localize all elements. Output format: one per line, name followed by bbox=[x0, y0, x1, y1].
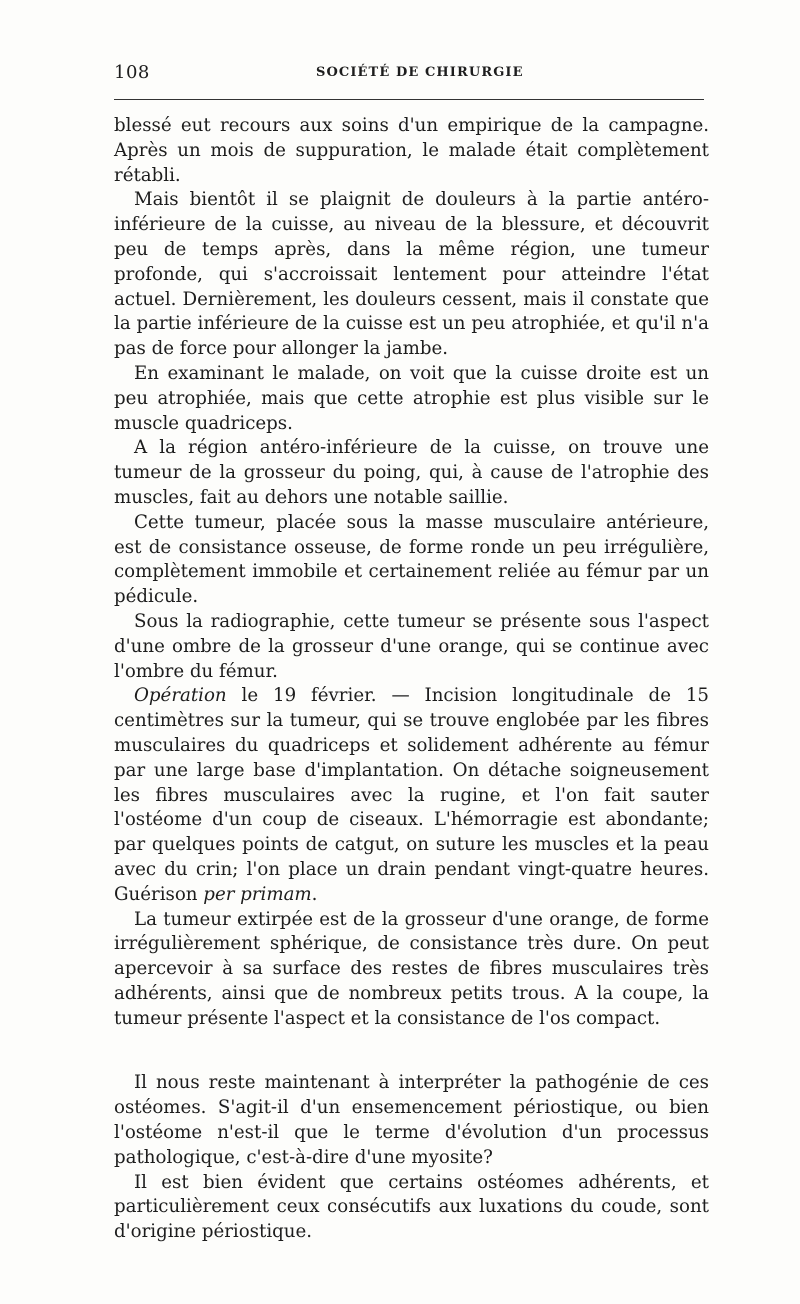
paragraph-continuation: blessé eut recours aux soins d'un empirique de la campagne. Après un mois de suppuration, le malade était complètement rétabli. bbox=[114, 115, 709, 186]
paragraph-examination: En examinant le malade, on voit que la cuisse droite est un peu atrophiée, mais que cette atrophie est plus visible sur le muscle quadriceps. bbox=[114, 362, 709, 434]
operation-end: . bbox=[311, 883, 318, 905]
body-text bbox=[114, 114, 709, 1245]
operation-text: le 19 février. — Incision longitudinale de 15 centimètres sur la tumeur, qui se trouve englobée par les fibres musculaires du quadriceps et solidement adhérente au fémur par une large base d'implantation. On détache soigneusement les fibres musculaires avec la rugine, et l'on fait sauter l'ostéome d'un coup de ciseaux. L'hémorragie est abondante; par quelques points de catgut, on suture les muscles et la peau avec du crin; l'on place un drain pendant vingt-quatre heures. Guérison bbox=[114, 685, 709, 905]
paragraph-tumor-description: Cette tumeur, placée sous la masse musculaire antérieure, est de consistance osseuse, de forme ronde un peu irrégulière, complètement immobile et certainement reliée au fémur par un pédicule. bbox=[114, 511, 709, 608]
paragraph-tumor-location: A la région antéro-inférieure de la cuisse, on trouve une tumeur de la grosseur du poing, qui, à cause de l'atrophie des muscles, fait au dehors une notable saillie. bbox=[114, 437, 709, 508]
header-rule bbox=[114, 99, 704, 100]
operation-label: Opération bbox=[134, 685, 227, 707]
paragraph-periosteal-origin: Il est bien évident que certains ostéomes adhérents, et particulièrement ceux consécutifs aux luxations du coude, sont d'origine périostique. bbox=[114, 1171, 709, 1243]
paragraph-extracted-tumor: La tumeur extirpée est de la grosseur d'une orange, de forme irrégulièrement sphérique, de consistance très dure. On peut apercevoir à sa surface des restes de fibres musculaires très adhérents, ainsi que de nombreux petits trous. A la coupe, la tumeur présente l'aspect et la consistance de l'os compact. bbox=[114, 908, 709, 1029]
paragraph-operation bbox=[114, 684, 709, 907]
page-header bbox=[114, 62, 704, 86]
running-head: SOCIÉTÉ DE CHIRURGIE bbox=[316, 65, 524, 80]
per-primam-phrase: per primam bbox=[203, 883, 312, 905]
paragraph-pathogenesis: Il nous reste maintenant à interpréter la pathogénie de ces ostéomes. S'agit-il d'un ensemencement périostique, ou bien l'ostéome n'est-il que le terme d'évolution d'un processus pathologique, c'est-à-dire d'une myosite? bbox=[114, 1072, 709, 1168]
paragraph-radiography: Sous la radiographie, cette tumeur se présente sous l'aspect d'une ombre de la grosseur d'une orange, qui se continue avec l'ombre du fémur. bbox=[114, 610, 709, 682]
section-gap bbox=[114, 1031, 709, 1071]
page-number: 108 bbox=[114, 62, 150, 83]
paragraph-pain-history: Mais bientôt il se plaignit de douleurs à la partie antéro-inférieure de la cuisse, au niveau de la blessure, et découvrit peu de temps après, dans la même région, une tumeur profonde, qui s'accroissait lentement pour atteindre l'état actuel. Dernièrement, les douleurs cessent, mais il constate que la partie inférieure de la cuisse est un peu atrophiée, et qu'il n'a pas de force pour allonger la jambe. bbox=[114, 189, 709, 360]
